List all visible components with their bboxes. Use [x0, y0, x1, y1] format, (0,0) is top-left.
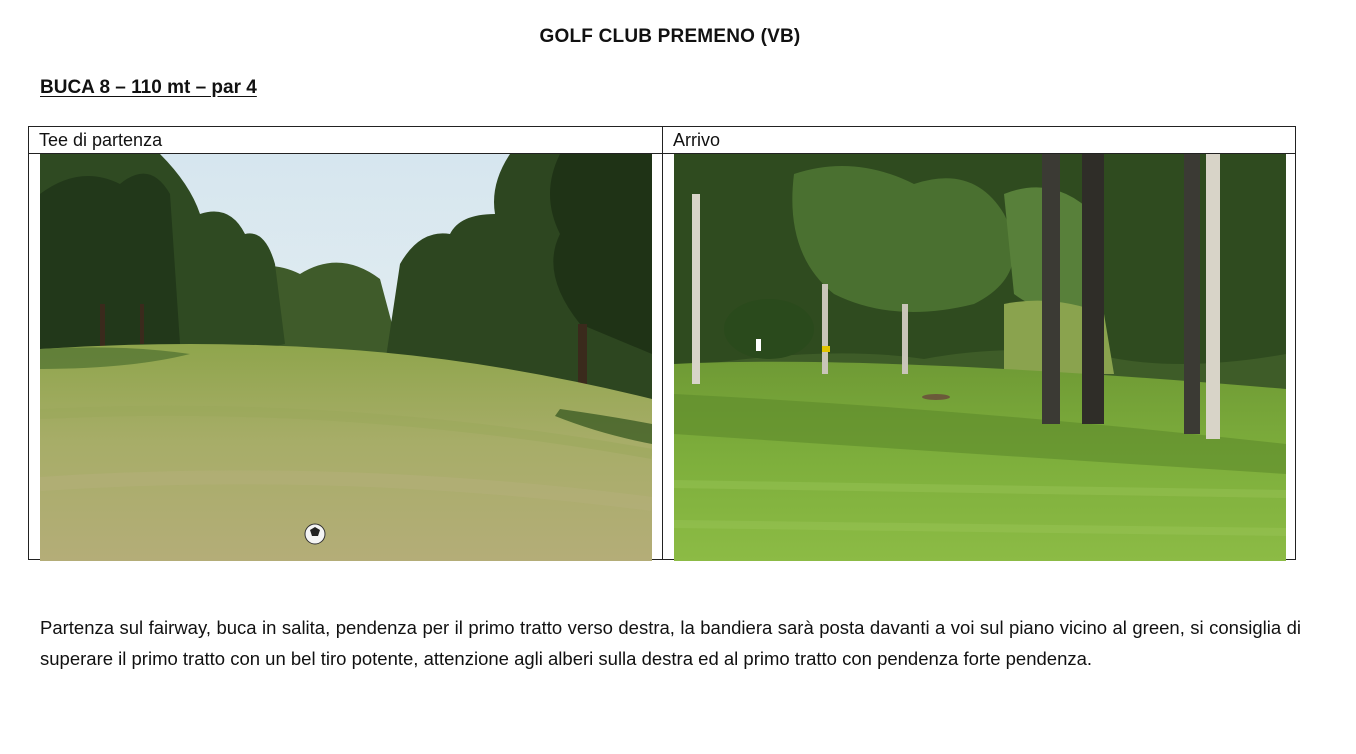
photo-table [28, 126, 1296, 560]
photo-cell-tee [29, 127, 663, 559]
arrival-photo [674, 154, 1286, 561]
hole-heading: BUCA 8 – 110 mt – par 4 [40, 77, 257, 98]
tee-label: Tee di partenza [39, 130, 163, 150]
photo-cell-arrival [663, 127, 1295, 559]
tee-photo [40, 154, 652, 561]
document-title: GOLF CLUB PREMENO (VB) [539, 26, 801, 47]
cell-header-tee [29, 127, 662, 154]
arrival-label: Arrivo [673, 130, 721, 150]
hole-description: Partenza sul fairway, buca in salita, pendenza per il primo tratto verso destra, la bandiera sarà posta davanti a voi sul piano vicino al green, si consiglia di superare il primo tratto con un bel tiro potente, attenzione agli alberi sulla destra ed al primo tratto con pendenza forte pendenza. [40, 617, 1301, 669]
cell-header-arrival [663, 127, 1295, 154]
